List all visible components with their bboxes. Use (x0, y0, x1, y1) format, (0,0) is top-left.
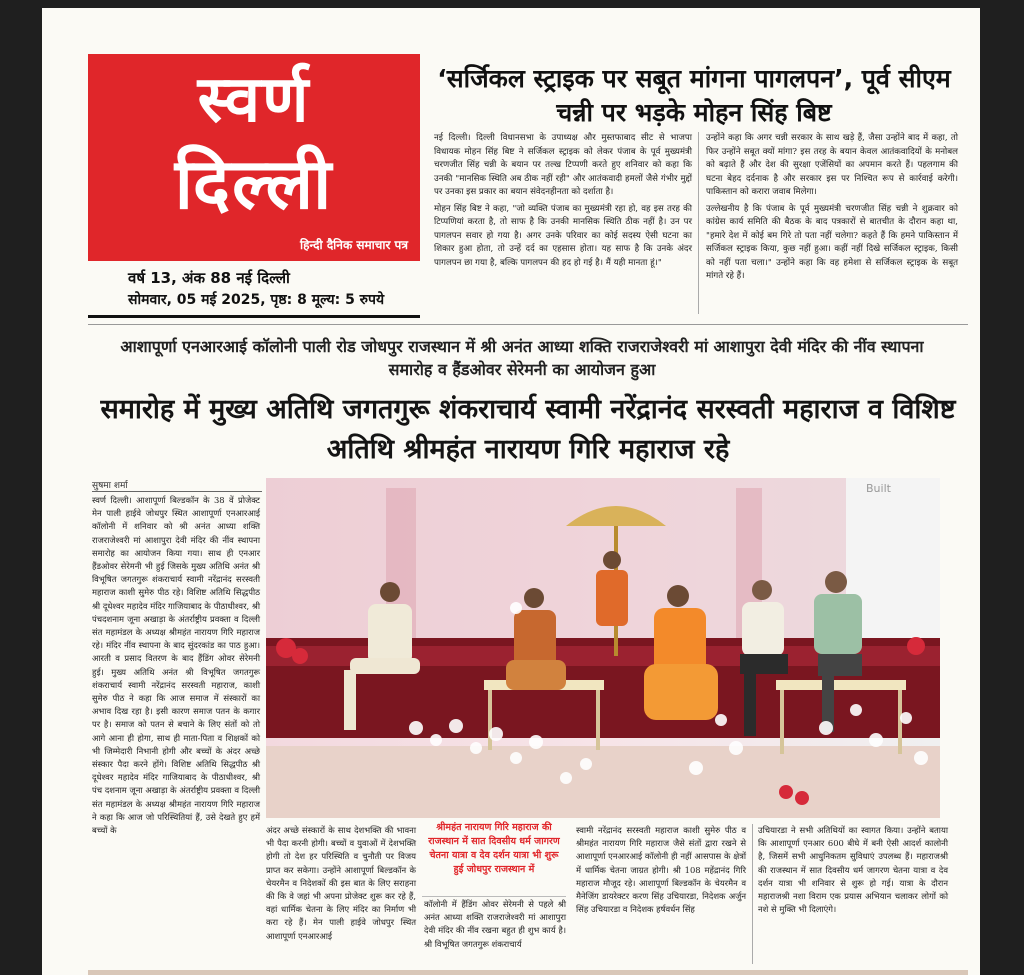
story1-para-3: उन्होंने कहा कि अगर चन्नी सरकार के साथ खड़े हैं, जैसा उन्होंने बाद में कहा, तो फिर उन्होंने सबूत क्यों मांगा? इस तरह के बयान केवल आतंकवादियों के मनोबल को बढ़ाते हैं और देश की सुरक्षा एजेंसियों का अपमान करते हैं। पहलगाम की घटना बेहद दर्दनाक है और सरकार इस पर निश्चित रूप से कार्रवाई करेगी। पाकिस्तान को करारा जवाब मिलेगा। (706, 133, 958, 197)
story2-byline: सुषमा शर्मा (92, 481, 128, 491)
byline-rule (92, 491, 262, 492)
story1-para-1: नई दिल्ली। दिल्ली विधानसभा के उपाध्यक्ष और मुस्तफाबाद सीट से भाजपा विधायक मोहन सिंह बिष्ट ने सर्जिकल स्ट्राइक को लेकर पंजाब के पूर्व मुख्यमंत्री चरणजीत सिंह चन्नी के बयान पर तल्ख टिप्पणी करते हुए शनिवार को कहा कि उनकी "मानसिक स्थिति अब ठीक नहीं रही" और आतंकवादी हमलों जैसे गंभीर मुद्दों पर उनका इस प्रकार का बयान संवेदनहीनता को दर्शाता है। (434, 133, 692, 197)
story1-column-2 (706, 132, 958, 287)
column-divider (698, 132, 699, 314)
event-photo-illustration (266, 478, 940, 818)
masthead-title-line1: स्वर्ण (197, 63, 311, 137)
story2-column-4: स्वामी नरेंद्रानंद सरस्वती महाराज काशी सुमेरु पीठ व श्रीमहंत नारायण गिरि महाराज जैसे संतों द्वारा रखने से आशापूर्णा एनआरआई कॉलोनी ही नहीं आसपास के क्षेत्रों में धार्मिक चेतना जाग्रत होगी। श्री 108 महेंद्रानंद गिरि महाराज मौजूद रहे। आशापूर्णा बिल्डकॉन के चेयरमैन व मैनेजिंग डायरेक्टर करण सिंह उचियारडा, निदेशक अर्जुन सिंह उचियारडा व निदेशक हर्षवर्धन सिंह (576, 825, 746, 915)
masthead-rule (88, 315, 420, 318)
section-divider (88, 324, 968, 325)
masthead-logo (88, 54, 420, 261)
date-line: सोमवार, 05 मई 2025, पृष्ठ: 8 मूल्य: 5 रुपये (128, 292, 385, 308)
story2-column-2: अंदर अच्छे संस्कारों के साथ देशभक्ति की भावना भी पैदा करनी होगी। बच्चों व युवाओं में देशभक्ति होगी तो देश हर परिस्थिति व चुनौती पर विजय प्राप्त कर सकेगा। उन्होंने आशापूर्णा बिल्डकॉन के चेयरमैन व निदेशकों की इस बात के लिए सराहना की कि वे जहां भी अपना प्रोजेक्ट शुरू कर रहे हैं, वहां धार्मिक चेतना के लिए मंदिर का निर्माण भी करा रहे हैं। मेन पाली हाईवे जोधपुर स्थित आशापूर्णा एनआरआई (266, 825, 416, 941)
banner-text: Built (866, 482, 891, 495)
photo-caption: श्रीमहंत नारायण गिरि महाराज की राजस्थान में सात दिवसीय धर्म जागरण चेतना यात्रा व देव दर्शन यात्रा भी शुरू हुई जोधपुर राजस्थान में (428, 822, 560, 875)
story1-headline: ‘सर्जिकल स्ट्राइक पर सबूत मांगना पागलपन’, पूर्व सीएम चन्नी पर भड़के मोहन सिंह बिष्ट (437, 64, 951, 127)
story1-column-1 (434, 132, 692, 273)
story2-kicker: आशापूर्णा एनआरआई कॉलोनी पाली रोड जोधपुर राजस्थान में श्री अनंत आध्या शक्ति राजराजेश्वरी मां आशापुरा देवी मंदिर की नींव स्थापना समारोह व हैंडओवर सेरेमनी का आयोजन हुआ (120, 337, 924, 379)
story1-para-2: मोहन सिंह बिष्ट ने कहा, "जो व्यक्ति पंजाब का मुख्यमंत्री रहा हो, वह इस तरह की टिप्पणियां करता है, तो साफ है कि उनकी मानसिक स्थिति ठीक नहीं है। उन पर पागलपन सवार हो गया है। अगर उनके परिवार का कोई सदस्य ऐसी घटना का शिकार हुआ होता, तो उन्हें दर्द का एहसास होता। यह साफ है कि उनके अंदर पागलपन छा गया है, बल्कि पागलपन की हद हो गई है। मैं यही मानता हूं।" (434, 203, 692, 268)
story2-column-1: स्वर्ण दिल्ली। आशापूर्णा बिल्डकॉन के 38 वें प्रोजेक्ट मेन पाली हाईवे जोधपुर स्थित आशापूर्णा एनआरआई कॉलोनी में शनिवार को श्री अनंत आध्या शक्ति राजराजेश्वरी मां आशापुरा देवी मंदिर की नींव स्थापना समारोह का आयोजन किया गया। साथ ही एनआर हैंडओवर सेरेमनी भी हुई जिसके मुख्य अतिथि अनंत श्री विभूषित जगतगुरू शंकराचार्य स्वामी नरेंद्रानंद सरस्वती महाराज काशी सुमेरु पीठ रहे। विशिष्ट अतिथि सिद्धपीठ श्री दूधेश्वर महादेव मंदिर गाजियाबाद के पीठाधीश्वर, श्री पंचदशनाम जूना अखाड़ा के अंतर्राष्ट्रीय प्रवक्ता व दिल्ली संत महामंडल के अध्यक्ष श्रीमहंत नारायण गिरि महाराज रहे। मंदिर नींव स्थापना के बाद सुंदरकांड का पाठ हुआ। आरती व प्रसाद वितरण के बाद हैंडिंग ओवर सेरेमनी हुई। मुख्य अतिथि अनंत श्री विभूषित जगतगुरू शंकराचार्य स्वामी नरेंद्रानंद सरस्वती महाराज, काशी सुमेरु पीठ ने कहा कि आज समाज में संस्कारों का अभाव दिख रहा है। इसी कारण समाज पतन के कगार पर है। समाज को पतन से बचाने के लिए संतों को तो आगे आना ही होगा, साथ ही माता-पिता व शिक्षकों को भी जिम्मेदारी निभानी होगी और बच्चों के अंदर अच्छे संस्कार पैदा करने होंगे। विशिष्ट अतिथि सिद्धपीठ श्री दूधेश्वर महादेव मंदिर गाजियाबाद के पीठाधीश्वर, श्री पंच दशनाम जूना अखाड़ा के अंतर्राष्ट्रीय प्रवक्ता व दिल्ली संत महामंडल के अध्यक्ष श्रीमहंत नारायण गिरि महाराज ने कहा कि आज जो परिस्थितियां हैं, उसे देखते हुए हमें बच्चों के (92, 495, 260, 836)
masthead-title-line2: दिल्ली (174, 143, 334, 225)
masthead-tagline: हिन्दी दैनिक समाचार पत्र (299, 238, 408, 252)
story2-column-3: कॉलोनी में हैंडिंग ओवर सेरेमनी से पहले श्री अनंत आध्या शक्ति राजराजेश्वरी मां आशापुरा देवी मंदिर की नींव रखना बहुत ही शुभ कार्य है। श्री विभूषित जगतगुरू शंकराचार्य (424, 899, 566, 949)
newspaper-page (42, 8, 980, 975)
issue-line: वर्ष 13, अंक 88 नई दिल्ली (128, 269, 290, 287)
story2-headline: समारोह में मुख्य अतिथि जगतगुरू शंकराचार्य स्वामी नरेंद्रानंद सरस्वती महाराज व विशिष्ट अतिथि श्रीमहंत नारायण गिरि महाराज रहे (100, 394, 956, 465)
story1-para-4: उल्लेखनीय है कि पंजाब के पूर्व मुख्यमंत्री चरणजीत सिंह चन्नी ने शुक्रवार को कांग्रेस कार्य समिति की बैठक के बाद पत्रकारों से बातचीत के दौरान कहा था, "हमारे देश में कोई बम गिरे तो पता नहीं चलेगा? कहते हैं कि हमने पाकिस्तान में सर्जिकल स्ट्राइक किया, कुछ नहीं हुआ। कहीं नहीं दिखे सर्जिकल स्ट्राइक, किसी को नहीं पता चला।" उन्होंने कहा कि वह हमेशा से सर्जिकल स्ट्राइक के सबूत मांगते रहे हैं। (706, 203, 958, 281)
story2-column-5: उचियारडा ने सभी अतिथियों का स्वागत किया। उन्होंने बताया कि आशापूर्णा एनआर 600 बीघे में बनी ऐसी आदर्श कालोनी है, जिसमें सभी आधुनिकतम सुविधाएं उपलब्ध हैं। महाराजश्री की राजस्थान में सात दिवसीय धर्म जागरण चेतना यात्रा व देव दर्शन यात्रा भी शनिवार से शुरू हो गई। यात्रा के दौरान महाराजश्री नशा विराम एक प्रयास अभियान चलाकर लोगों को नशे से मुक्ति भी दिलाएंगे। (758, 825, 948, 915)
next-section-strip (88, 970, 968, 975)
column-divider (752, 824, 753, 964)
event-photo (266, 478, 940, 818)
